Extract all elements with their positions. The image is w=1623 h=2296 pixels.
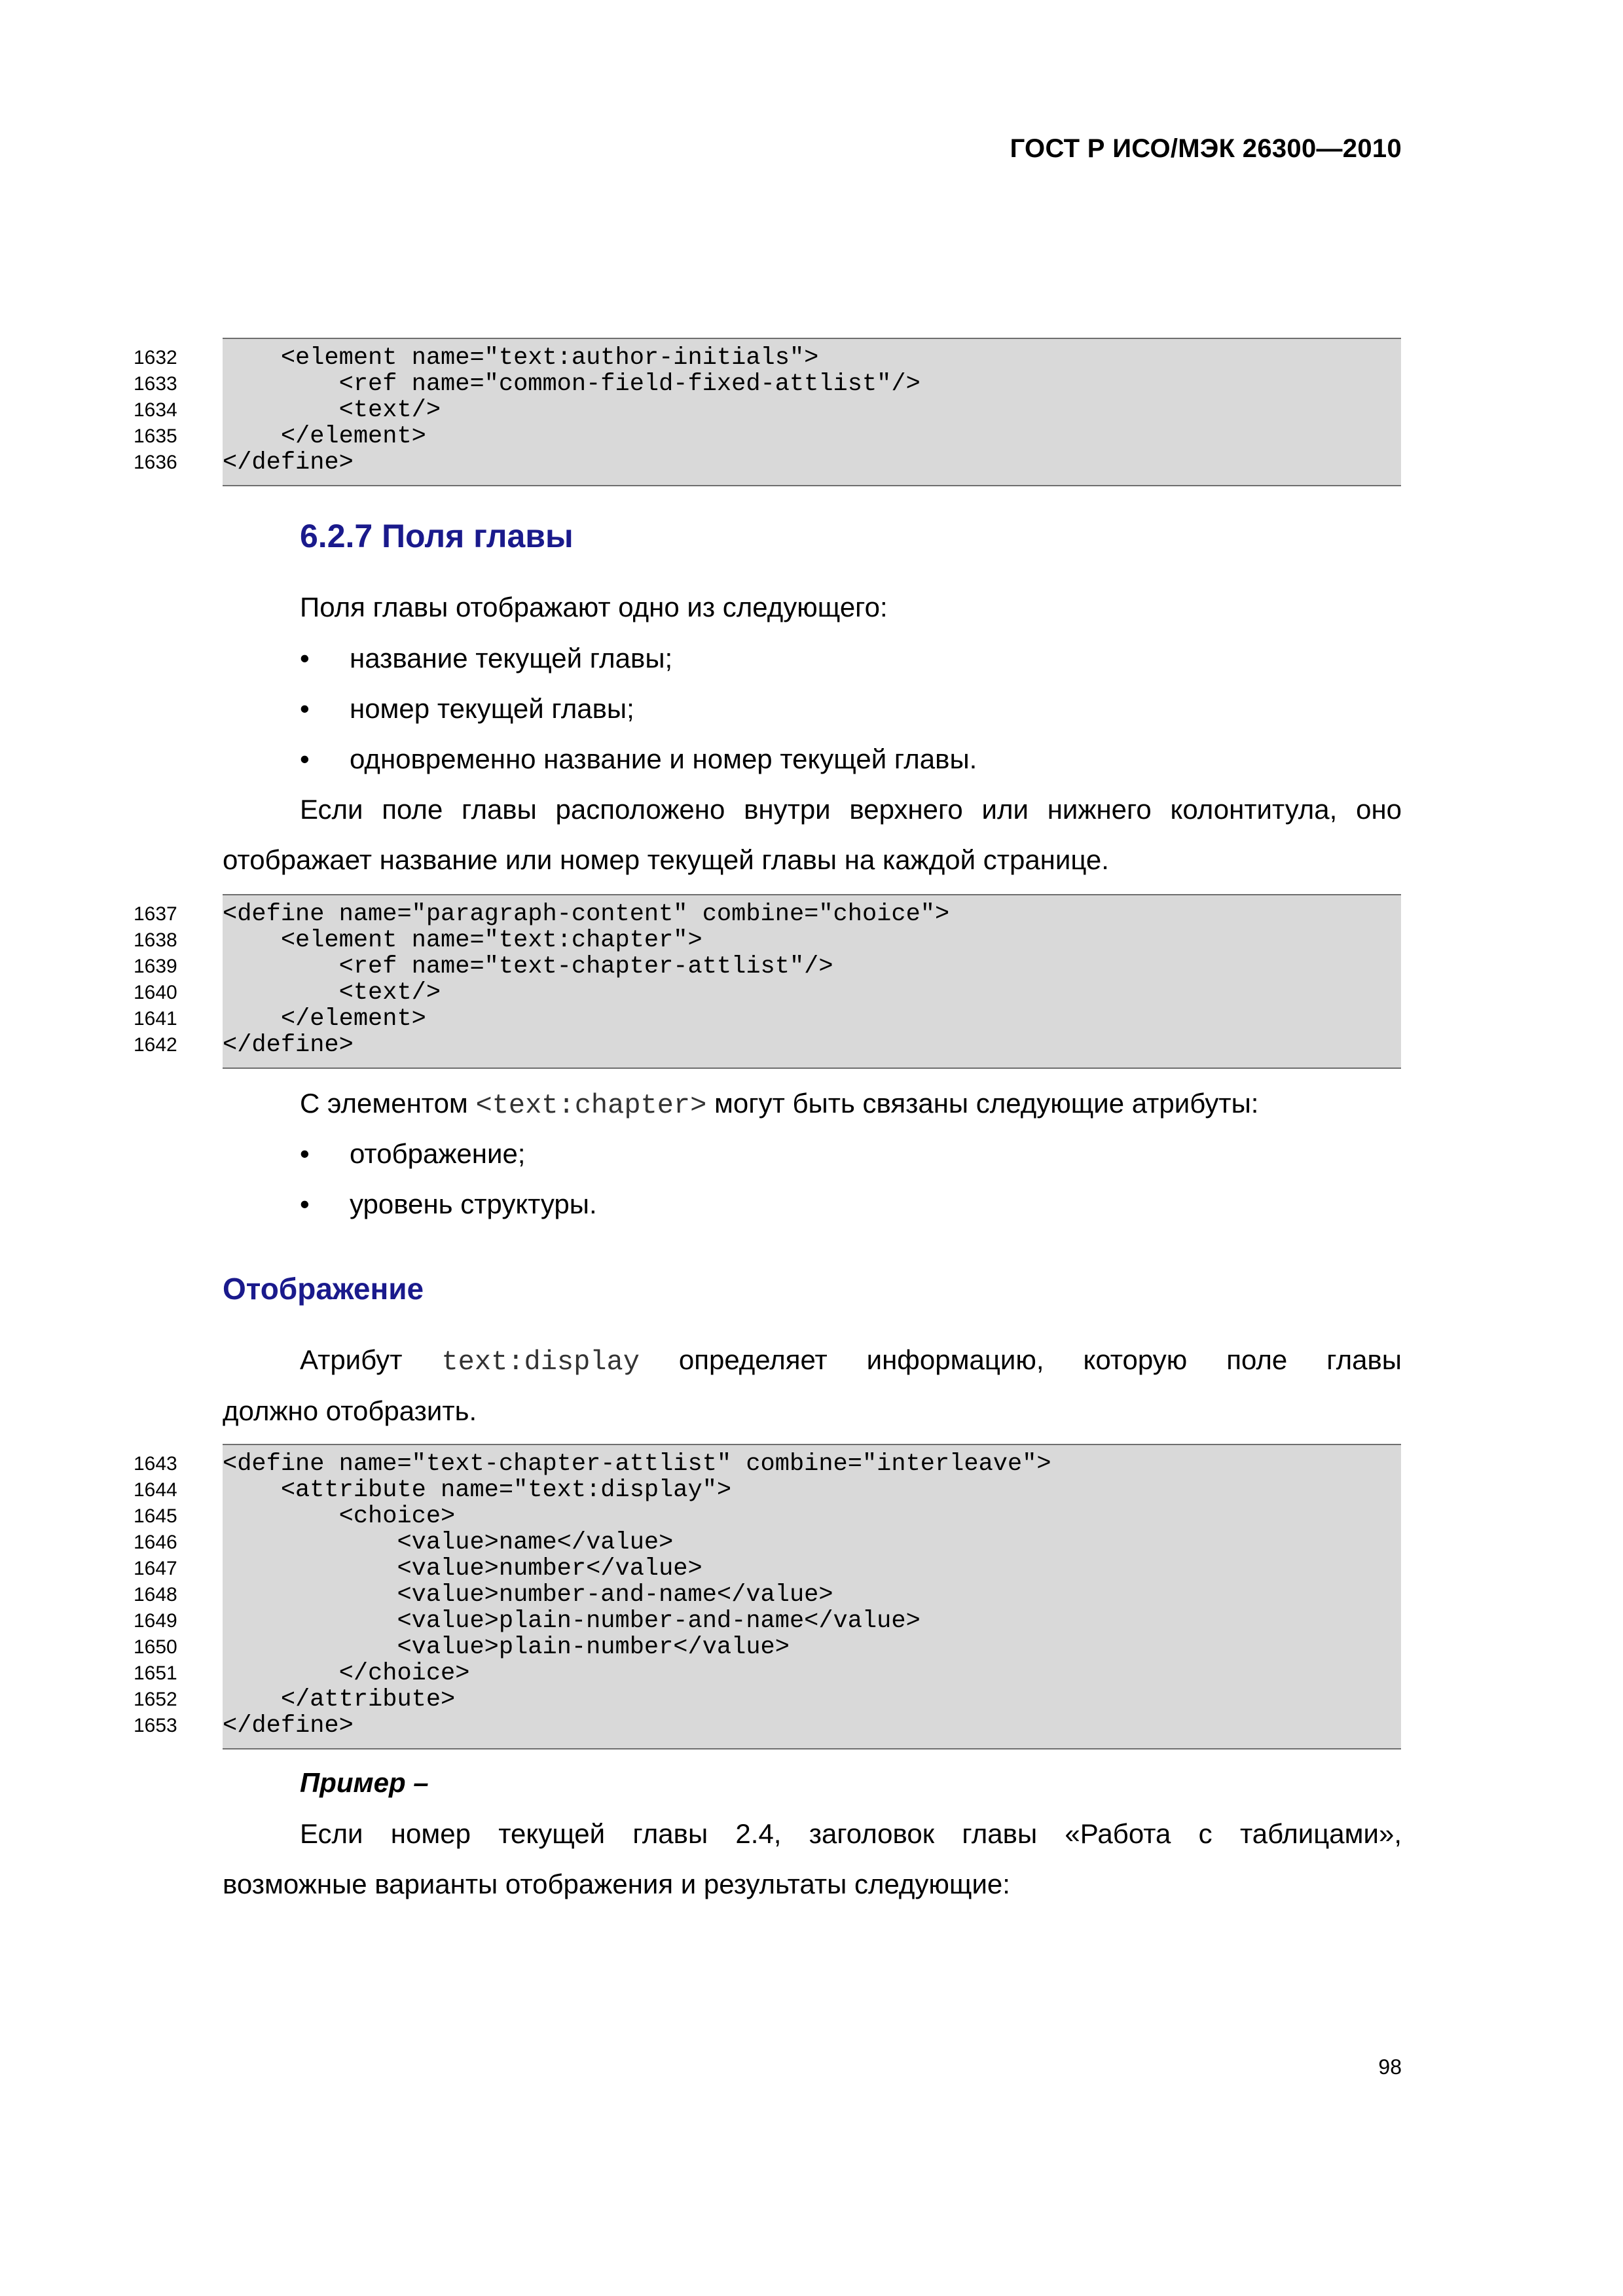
section-heading: 6.2.7 Поля главы — [300, 518, 574, 554]
code-block-1 — [134, 338, 1401, 486]
code-text: <ref name="common-field-fixed-attlist"/> — [223, 370, 921, 398]
code-line — [134, 979, 1401, 1007]
line-number: 1636 — [134, 452, 177, 473]
code-text: </element> — [223, 1005, 426, 1033]
example-line-1: Если номер текущей главы 2.4, заголовок главы «Работа с таблицами», — [300, 1818, 1402, 1849]
line-number: 1637 — [134, 903, 177, 925]
code-line — [134, 953, 1401, 980]
line-number: 1653 — [134, 1715, 177, 1736]
code-text: <element name="text:author-initials"> — [223, 344, 819, 372]
line-number: 1638 — [134, 929, 177, 951]
code-line — [134, 1529, 1401, 1556]
code-line — [134, 1686, 1401, 1713]
code-text: </define> — [223, 1712, 354, 1740]
code-line — [134, 1555, 1401, 1583]
code-line — [134, 1581, 1401, 1609]
paragraph-line: отображает название или номер текущей главы на каждой странице. — [223, 844, 1109, 875]
subsection-line-2: должно отобразить. — [223, 1395, 477, 1426]
code-text: <value>number-and-name</value> — [223, 1581, 833, 1609]
code-block-2 — [134, 894, 1401, 1069]
code-text: </element> — [223, 423, 426, 450]
page-number: 98 — [1378, 2055, 1402, 2079]
line-number: 1639 — [134, 956, 177, 977]
code-text: </attribute> — [223, 1686, 456, 1713]
bullet-icon: • — [300, 1189, 310, 1219]
line-number: 1643 — [134, 1453, 177, 1475]
code-block-3 — [134, 1444, 1401, 1749]
code-line — [134, 1450, 1401, 1478]
line-number: 1645 — [134, 1505, 177, 1527]
bullet-icon: • — [300, 1138, 310, 1169]
line-number: 1640 — [134, 982, 177, 1003]
code-line — [134, 1477, 1401, 1504]
example-label: Пример – — [300, 1767, 429, 1798]
code-text: <define name="text-chapter-attlist" combine="interleave"> — [223, 1450, 1051, 1478]
code-line — [134, 927, 1401, 954]
example-line-2: возможные варианты отображения и результаты следующие: — [223, 1869, 1010, 1899]
code-line — [134, 1634, 1401, 1661]
code-text: <value>number</value> — [223, 1555, 702, 1583]
code-text: <value>plain-number</value> — [223, 1634, 790, 1661]
attributes-intro: С элементом <text:chapter> могут быть связаны следующие атрибуты: — [300, 1088, 1259, 1121]
section-intro: Поля главы отображают одно из следующего: — [300, 592, 888, 622]
code-line — [134, 449, 1401, 476]
line-number: 1633 — [134, 373, 177, 395]
code-line — [134, 1503, 1401, 1530]
line-number: 1651 — [134, 1662, 177, 1684]
inline-code: text:display — [441, 1346, 640, 1378]
code-line — [134, 370, 1401, 398]
code-text: <attribute name="text:display"> — [223, 1477, 732, 1504]
code-line — [134, 423, 1401, 450]
code-line — [134, 1660, 1401, 1687]
subsection-heading: Отображение — [223, 1272, 424, 1306]
line-number: 1649 — [134, 1610, 177, 1632]
line-number: 1644 — [134, 1479, 177, 1501]
code-line — [134, 344, 1401, 372]
inline-code: <text:chapter> — [475, 1090, 707, 1121]
line-number: 1642 — [134, 1034, 177, 1056]
line-number: 1641 — [134, 1008, 177, 1030]
subsection-line-1: Атрибут text:display определяет информацию, которую поле главы — [300, 1344, 1402, 1378]
line-number: 1635 — [134, 425, 177, 447]
code-text: </define> — [223, 1031, 354, 1059]
code-text: </define> — [223, 449, 354, 476]
code-text: <ref name="text-chapter-attlist"/> — [223, 953, 833, 980]
bullet-icon: • — [300, 693, 310, 724]
code-line — [134, 1607, 1401, 1635]
code-line — [134, 397, 1401, 424]
code-line — [134, 901, 1401, 928]
line-number: 1652 — [134, 1689, 177, 1710]
code-text: <text/> — [223, 979, 441, 1007]
code-text: <value>name</value> — [223, 1529, 674, 1556]
code-text: <text/> — [223, 397, 441, 424]
code-text: </choice> — [223, 1660, 470, 1687]
line-number: 1634 — [134, 399, 177, 421]
code-text: <choice> — [223, 1503, 456, 1530]
line-number: 1632 — [134, 347, 177, 368]
line-number: 1646 — [134, 1532, 177, 1553]
code-text: <define name="paragraph-content" combine="choice"> — [223, 901, 950, 928]
line-number: 1648 — [134, 1584, 177, 1605]
code-line — [134, 1712, 1401, 1740]
line-number: 1647 — [134, 1558, 177, 1579]
bullet-icon: • — [300, 643, 310, 673]
bullet-icon: • — [300, 744, 310, 774]
code-text: <value>plain-number-and-name</value> — [223, 1607, 921, 1635]
code-line — [134, 1031, 1401, 1059]
code-line — [134, 1005, 1401, 1033]
paragraph-line: Если поле главы расположено внутри верхнего или нижнего колонтитула, оно — [300, 794, 1402, 825]
line-number: 1650 — [134, 1636, 177, 1658]
document-header: ГОСТ Р ИСО/МЭК 26300—2010 — [1010, 134, 1402, 163]
code-text: <element name="text:chapter"> — [223, 927, 702, 954]
